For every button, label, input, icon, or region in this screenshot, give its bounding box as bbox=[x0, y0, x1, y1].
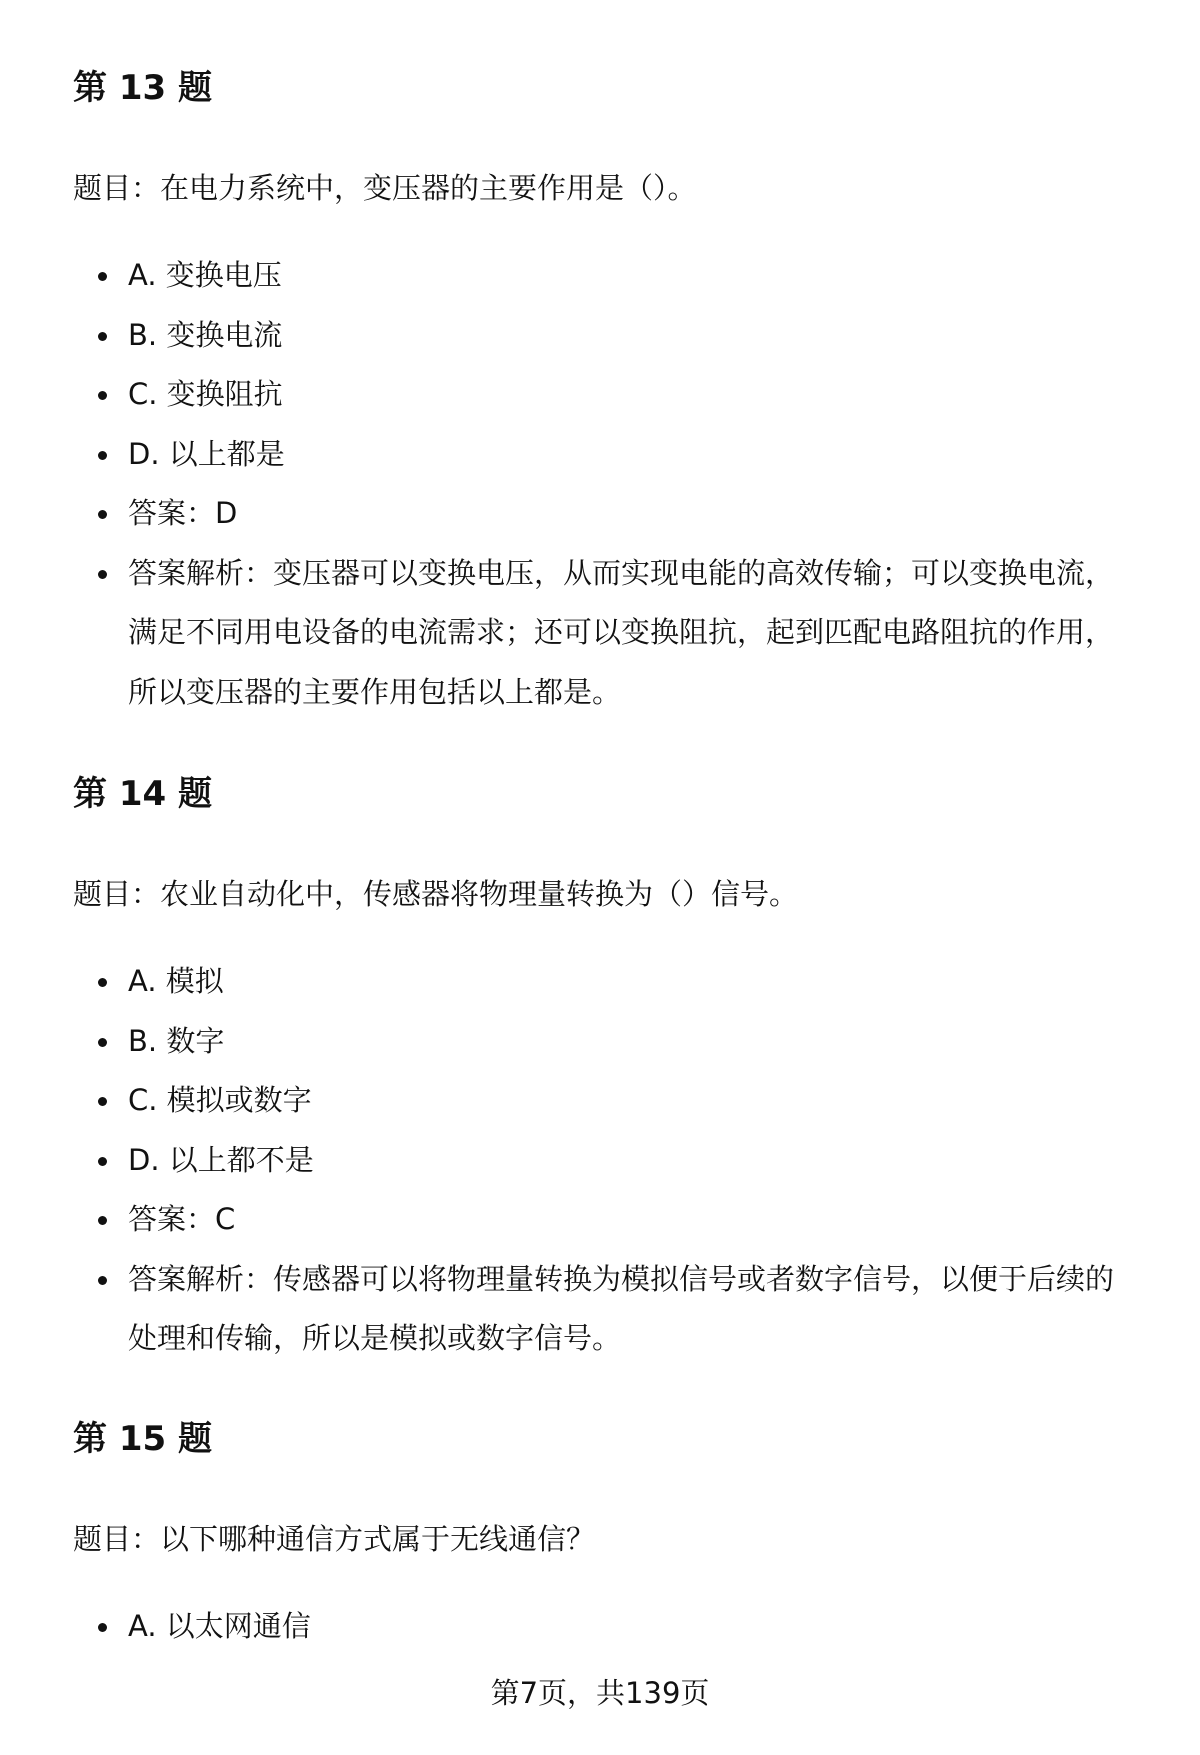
question-13-options bbox=[0, 246, 1200, 722]
question-15-heading: 第 15 题 bbox=[73, 1419, 212, 1459]
option-text: D. 以上都不是 bbox=[128, 1142, 314, 1177]
answer-text: 答案：C bbox=[128, 1202, 236, 1236]
option-b bbox=[0, 306, 1200, 366]
option-text: D. 以上都是 bbox=[128, 436, 285, 471]
option-d bbox=[0, 425, 1200, 485]
option-text: C. 模拟或数字 bbox=[128, 1083, 312, 1117]
option-c bbox=[0, 1071, 1200, 1131]
bullet-icon bbox=[98, 1038, 107, 1047]
option-a bbox=[0, 1597, 1200, 1657]
question-13-heading: 第 13 题 bbox=[73, 68, 212, 108]
option-text: A. 模拟 bbox=[128, 964, 224, 998]
bullet-icon bbox=[98, 1097, 107, 1106]
answer bbox=[0, 484, 1200, 544]
question-13-stem: 题目：在电力系统中，变压器的主要作用是（）。 bbox=[73, 171, 697, 205]
bullet-icon bbox=[98, 332, 107, 341]
page-number: 第7页，共139页 bbox=[490, 1676, 710, 1710]
bullet-icon bbox=[98, 570, 107, 579]
bullet-icon bbox=[98, 391, 107, 400]
question-14-stem: 题目：农业自动化中，传感器将物理量转换为（）信号。 bbox=[73, 877, 799, 911]
option-text: A. 以太网通信 bbox=[128, 1609, 311, 1643]
option-c bbox=[0, 365, 1200, 425]
option-a bbox=[0, 246, 1200, 306]
question-14-heading: 第 14 题 bbox=[73, 774, 212, 814]
explanation bbox=[0, 1250, 1200, 1369]
option-text: C. 变换阻抗 bbox=[128, 377, 283, 411]
explanation-text: 答案解析：传感器可以将物理量转换为模拟信号或者数字信号，以便于后续的处理和传输，所以是模拟或数字信号。 bbox=[128, 1261, 1115, 1355]
bullet-icon bbox=[98, 1216, 107, 1225]
option-d bbox=[0, 1131, 1200, 1191]
question-15-options bbox=[0, 1597, 1200, 1657]
answer bbox=[0, 1190, 1200, 1250]
bullet-icon bbox=[98, 451, 107, 460]
option-text: A. 变换电压 bbox=[128, 258, 282, 292]
option-text: B. 数字 bbox=[128, 1023, 225, 1058]
explanation bbox=[0, 544, 1200, 723]
option-a bbox=[0, 952, 1200, 1012]
explanation-text: 答案解析：变压器可以变换电压，从而实现电能的高效传输；可以变换电流，满足不同用电设备的电流需求；还可以变换阻抗，起到匹配电路阻抗的作用，所以变压器的主要作用包括以上都是。 bbox=[128, 555, 1115, 709]
bullet-icon bbox=[98, 510, 107, 519]
question-15-stem: 题目：以下哪种通信方式属于无线通信？ bbox=[73, 1522, 596, 1556]
bullet-icon bbox=[98, 272, 107, 281]
bullet-icon bbox=[98, 978, 107, 987]
bullet-icon bbox=[98, 1157, 107, 1166]
option-b bbox=[0, 1012, 1200, 1072]
answer-text: 答案：D bbox=[128, 496, 238, 530]
bullet-icon bbox=[98, 1276, 107, 1285]
option-text: B. 变换电流 bbox=[128, 317, 283, 352]
question-14-options bbox=[0, 952, 1200, 1369]
bullet-icon bbox=[98, 1623, 107, 1632]
